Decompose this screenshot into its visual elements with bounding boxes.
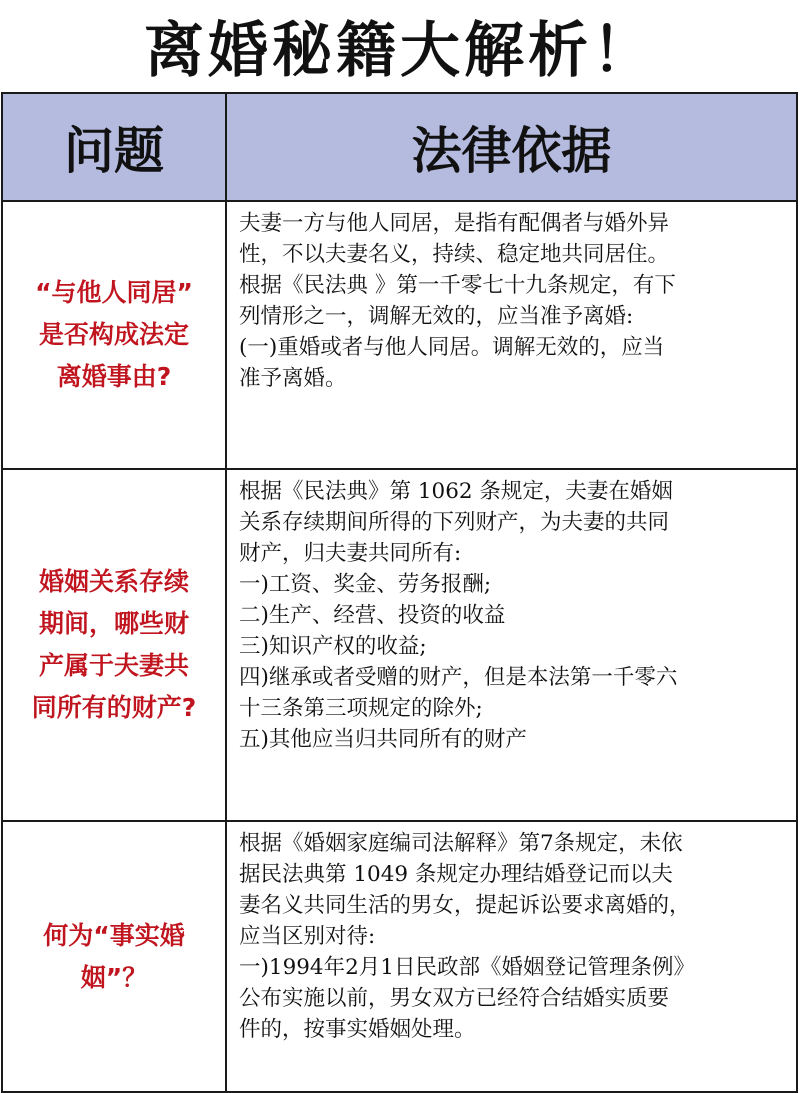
question-line: 离婚事由? [56, 362, 172, 391]
answer-line: 一)1994年2月1日民政部《婚姻登记管理条例》 [239, 955, 695, 980]
table-row [2, 469, 797, 821]
page-title: 离婚秘籍大解析！ [144, 16, 656, 86]
table-header-row [2, 93, 797, 201]
answer-line: 应当区别对待: [239, 924, 376, 949]
answer-line: 一)工资、奖金、劳务报酬; [239, 572, 492, 597]
answer-line: 根据《民法典 》第一千零七十九条规定，有下 [239, 273, 676, 298]
question-line: “与他人同居” [35, 278, 193, 307]
answer-cell [226, 469, 797, 821]
answer-line: 根据《民法典》第 1062 条规定，夫妻在婚姻 [239, 479, 673, 504]
question-line: 婚姻关系存续 [38, 567, 189, 596]
qa-table [1, 92, 798, 1093]
question-cell [2, 821, 226, 1092]
answer-line: 准予离婚。 [239, 366, 347, 391]
answer-line: 五)其他应当归共同所有的财产 [239, 727, 527, 752]
header-question: 问题 [2, 93, 226, 201]
header-legal-basis: 法律依据 [226, 93, 797, 201]
answer-line: 妻名义共同生活的男女，提起诉讼要求离婚的， [239, 893, 691, 918]
answer-line: (一)重婚或者与他人同居。调解无效的，应当 [239, 335, 665, 360]
answer-line: 性，不以夫妻名义，持续、稳定地共同居住。 [239, 242, 670, 267]
answer-line: 件的，按事实婚姻处理。 [239, 1017, 476, 1042]
answer-line: 公布实施以前，男女双方已经符合结婚实质要 [239, 986, 670, 1011]
question-line: 何为“事实婚 [43, 920, 185, 950]
answer-cell [226, 201, 797, 469]
question-line: 姻”？ [80, 962, 148, 992]
table-row [2, 201, 797, 469]
question-line: 期间，哪些财 [38, 609, 189, 638]
answer-cell [226, 821, 797, 1092]
question-cell [2, 469, 226, 821]
question-cell [2, 201, 226, 469]
answer-line: 根据《婚姻家庭编司法解释》第7条规定，未依 [239, 831, 683, 856]
question-line: 同所有的财产? [31, 693, 197, 722]
answer-line: 财产，归夫妻共同所有: [239, 541, 462, 566]
answer-line: 四)继承或者受赠的财产，但是本法第一千零六 [239, 665, 678, 690]
answer-line: 二)生产、经营、投资的收益 [239, 603, 506, 628]
answer-line: 三)知识产权的收益; [239, 634, 427, 659]
answer-line: 夫妻一方与他人同居，是指有配偶者与婚外异 [239, 211, 670, 236]
answer-line: 十三条第三项规定的除外; [239, 696, 483, 721]
answer-line: 据民法典第 1049 条规定办理结婚登记而以夫 [239, 862, 673, 887]
answer-line: 列情形之一，调解无效的，应当准予离婚: [239, 304, 634, 329]
question-line: 是否构成法定 [38, 320, 189, 349]
table-row [2, 821, 797, 1092]
answer-line: 关系存续期间所得的下列财产，为夫妻的共同 [239, 510, 670, 535]
question-line: 产属于夫妻共 [38, 651, 189, 680]
